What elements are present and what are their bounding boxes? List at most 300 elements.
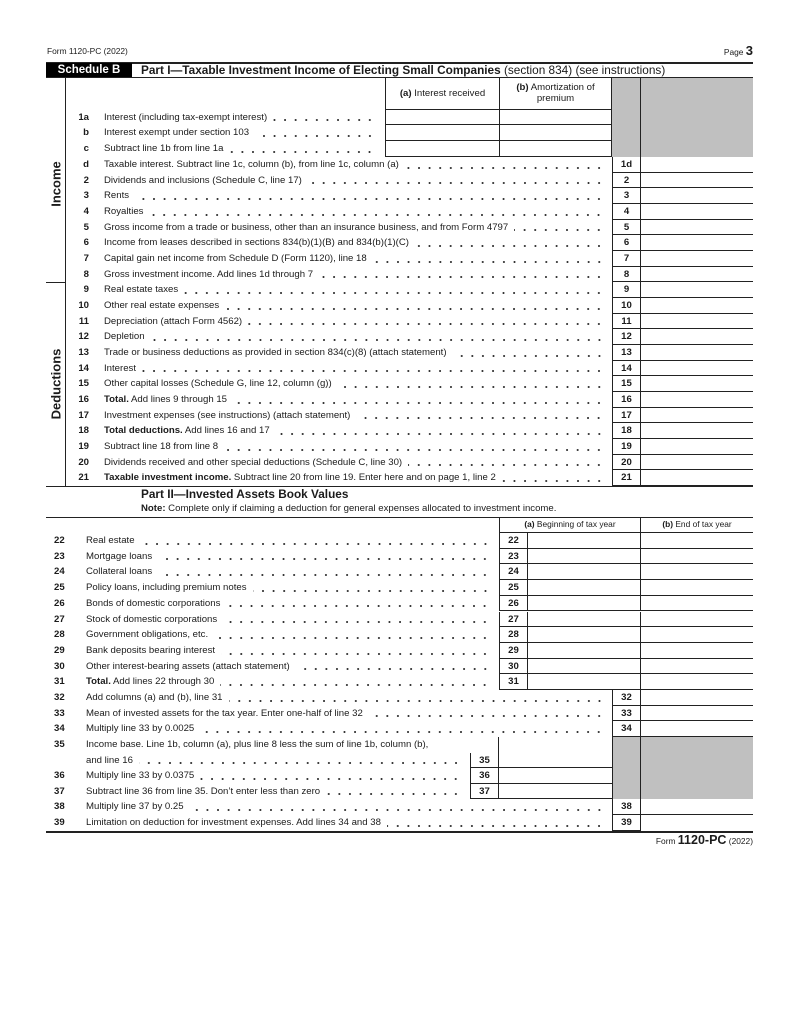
line-box-label: 22 [499, 533, 528, 549]
part2-note [141, 502, 556, 516]
line-box-label: 33 [612, 706, 640, 722]
line-20-amount-input[interactable] [641, 455, 753, 470]
line-box-label: 9 [612, 282, 640, 298]
line-12-amount-input[interactable] [641, 329, 753, 344]
line-text: Multiply line 37 by 0.25 [86, 801, 184, 813]
line-text: Interest (including tax-exempt interest) [104, 111, 268, 123]
line-description [104, 408, 601, 424]
line-18-row [47, 423, 753, 439]
line-39-amount-input[interactable] [641, 815, 753, 831]
line-box-label: 38 [612, 799, 640, 815]
line-number: 19 [78, 441, 89, 452]
line-11-amount-input[interactable] [641, 314, 753, 329]
line-18-amount-input[interactable] [641, 423, 753, 438]
line-box-label: 7 [612, 251, 640, 267]
line-box-label: 28 [499, 627, 528, 643]
amount-cell [640, 455, 753, 471]
line-text: Real estate taxes [104, 284, 179, 296]
line-1b-col-a-cell [385, 125, 499, 141]
line-27-beginning-input[interactable] [528, 612, 640, 627]
amount-cell [640, 690, 753, 706]
line-1c-amortization-input[interactable] [500, 141, 611, 156]
line-text: Other real estate expenses [104, 300, 220, 311]
footer-prefix: Form [655, 836, 678, 846]
line-19-row [47, 439, 753, 455]
line-28-end-input[interactable] [641, 627, 753, 642]
line-description [104, 267, 601, 283]
dot-leader [139, 753, 458, 769]
line-description [86, 784, 458, 800]
end-cell [640, 549, 753, 565]
dot-leader [220, 674, 487, 690]
line-32-row [47, 690, 753, 706]
line-39-row [47, 815, 753, 831]
line-number: 8 [83, 268, 89, 280]
line-description [104, 173, 601, 189]
line-12-row [47, 329, 753, 345]
end-cell [640, 596, 753, 612]
line-description [86, 753, 458, 769]
line-number: 39 [54, 817, 65, 829]
amount-cell [640, 157, 753, 173]
line-5-row [47, 220, 753, 236]
line-number: 17 [78, 409, 89, 421]
line-38-row [47, 799, 753, 815]
part2-col-b-header [640, 517, 753, 533]
line-description [86, 768, 458, 784]
line-25-end-input[interactable] [641, 580, 753, 595]
line-2-amount-input[interactable] [641, 173, 753, 188]
line-box-label: 25 [499, 580, 528, 596]
dot-leader [229, 690, 601, 706]
amount-cell [640, 361, 753, 377]
line-text: Gross investment income. Add lines 1d through 7 [104, 268, 314, 280]
col-b-letter: (b) [662, 519, 674, 529]
beginning-cell [528, 596, 640, 612]
line-description [86, 674, 487, 690]
line-text: Government obligations, etc. [86, 629, 209, 641]
line-description [104, 188, 601, 204]
form-identifier: Form 1120-PC (2022) [47, 46, 128, 56]
line-description [86, 627, 487, 643]
line-description [104, 157, 601, 173]
line-14-row [47, 361, 753, 377]
line-description [104, 110, 372, 126]
line-23-row [47, 549, 753, 565]
line-box-label: 35 [470, 753, 498, 769]
part1-title-suffix: (section 834) (see instructions) [500, 62, 666, 77]
line-text: Interest exempt under section 103 [104, 127, 250, 138]
line-1a-amortization-input[interactable] [500, 110, 611, 125]
amount-cell [498, 784, 612, 800]
line-number: 21 [78, 472, 89, 484]
line-box-label: 26 [499, 596, 528, 612]
line-9-row [47, 282, 753, 298]
line-description [104, 141, 372, 157]
line-13-amount-input[interactable] [641, 345, 753, 360]
end-cell [640, 580, 753, 596]
line-number: 4 [83, 206, 89, 217]
line-description [86, 533, 487, 549]
note-label: Note: [141, 503, 166, 514]
line-box-label: 19 [612, 439, 640, 455]
line-number: 22 [54, 535, 65, 546]
line-number: 13 [78, 347, 89, 358]
dot-leader [226, 596, 487, 612]
amount-cell [640, 298, 753, 314]
line-36-amount-input[interactable] [499, 768, 612, 783]
line-8-amount-input[interactable] [641, 267, 753, 282]
line-29-beginning-input[interactable] [528, 643, 640, 658]
beginning-cell [528, 580, 640, 596]
col-a-header [385, 78, 499, 110]
dot-leader [225, 298, 601, 314]
part2-title: Part II—Invested Assets Book Values [141, 487, 349, 501]
line-number: 31 [54, 676, 65, 688]
line-number: 29 [54, 644, 65, 656]
line-description [104, 439, 601, 455]
dot-leader [514, 220, 601, 236]
line-box-label: 12 [612, 329, 640, 345]
line-number: 34 [54, 723, 65, 735]
line-26-beginning-input[interactable] [528, 596, 640, 611]
beginning-cell [528, 643, 640, 659]
line-17-amount-input[interactable] [641, 408, 753, 423]
schedule-badge: Schedule B [46, 63, 132, 78]
line-number: 15 [78, 378, 89, 390]
line-box-label: 2 [612, 173, 640, 189]
line-text: Subtract line 36 from line 35. Don’t enter less than zero [86, 785, 321, 797]
line-11-row [47, 314, 753, 330]
line-25-beginning-input[interactable] [528, 580, 640, 595]
line-description [104, 329, 601, 345]
line-description [104, 204, 601, 220]
line-description [86, 643, 487, 659]
dot-leader [141, 533, 487, 549]
line-box-label: 1d [612, 157, 640, 173]
line-1a-interest-received-input[interactable] [386, 110, 499, 125]
line-number: 6 [83, 237, 89, 249]
line-22-end-input[interactable] [641, 533, 753, 548]
part2-col-a-header [499, 517, 640, 533]
footer-year: (2022) [726, 836, 753, 846]
line-number: 23 [54, 550, 65, 562]
line-32-amount-input[interactable] [641, 690, 753, 705]
line-box-label: 32 [612, 690, 640, 706]
line-text: Interest [104, 362, 136, 374]
beginning-cell [528, 564, 640, 580]
line-text: Trade or business deductions as provided in section 834(c)(8) (attach statement) [104, 347, 447, 358]
line-35-row [47, 737, 753, 768]
line-1a-col-a-cell [385, 110, 499, 126]
dot-leader [387, 815, 601, 831]
line-1c-row [47, 141, 753, 157]
amount-cell [640, 345, 753, 361]
line-box-label: 30 [499, 659, 528, 675]
col-a-letter: (a) [524, 519, 535, 529]
line-7-row [47, 251, 753, 267]
dot-leader [502, 470, 601, 486]
line-box-label: 4 [612, 204, 640, 220]
dot-leader [223, 612, 487, 628]
line-27-row [47, 612, 753, 628]
col-a-letter: (a) [399, 87, 412, 99]
line-text: Investment expenses (see instructions) (attach statement) [104, 409, 351, 421]
line-1d-amount-input[interactable] [641, 157, 753, 172]
line-number: 24 [54, 566, 65, 578]
line-description [86, 799, 601, 815]
deductions-section-label: Deductions [48, 348, 63, 420]
dot-leader [338, 376, 601, 392]
dot-leader [296, 659, 487, 675]
line-10-row [47, 298, 753, 314]
line-3-row [47, 188, 753, 204]
line-description [104, 345, 601, 361]
line-number: 28 [54, 629, 65, 641]
line-text: and line 16 [86, 754, 133, 766]
line-box-label: 13 [612, 345, 640, 361]
line-description [104, 455, 601, 471]
line-text: Mean of invested assets for the tax year. Enter one-half of line 32 [86, 707, 363, 719]
line-description [104, 125, 372, 141]
line-description [86, 596, 487, 612]
line-24-end-input[interactable] [641, 564, 753, 579]
line-33-row [47, 706, 753, 722]
line-description [86, 690, 601, 706]
line-description [86, 549, 487, 565]
dot-leader [151, 329, 601, 345]
line-description [86, 612, 487, 628]
end-cell [640, 564, 753, 580]
line-text: Policy loans, including premium notes [86, 582, 247, 594]
line-31-beginning-input[interactable] [528, 674, 640, 689]
amount-cell [640, 423, 753, 439]
line-20-row [47, 455, 753, 471]
line-26-end-input[interactable] [641, 596, 753, 611]
line-19-amount-input[interactable] [641, 439, 753, 454]
line-text: Gross income from a trade or business, other than an insurance business, and from Form 4797 [104, 221, 509, 233]
line-box-label: 16 [612, 392, 640, 408]
line-1b-row [47, 125, 753, 141]
line-30-row [47, 659, 753, 675]
line-text: Capital gain net income from Schedule D (Form 1120), line 18 [104, 253, 367, 264]
amount-cell [498, 768, 612, 784]
beginning-cell [528, 674, 640, 690]
line-number: 25 [54, 582, 65, 594]
line-29-end-input[interactable] [641, 643, 753, 658]
income-section-label: Income [48, 161, 63, 207]
line-text: Limitation on deduction for investment expenses. Add lines 34 and 38 [86, 817, 381, 829]
line-13-row [47, 345, 753, 361]
line-24-beginning-input[interactable] [528, 564, 640, 579]
line-text: Mortgage loans [86, 550, 153, 562]
line-6-amount-input[interactable] [641, 235, 753, 250]
dot-leader [149, 204, 601, 220]
line-34-amount-input[interactable] [641, 721, 753, 736]
amount-cell [640, 282, 753, 298]
line-3-amount-input[interactable] [641, 188, 753, 203]
amount-cell [640, 408, 753, 424]
line-number: c [83, 142, 89, 154]
line-1b-amortization-input[interactable] [500, 125, 611, 140]
line-number: 37 [54, 785, 65, 797]
line-description [104, 470, 601, 486]
line-1b-interest-received-input[interactable] [386, 125, 499, 140]
line-28-beginning-input[interactable] [528, 627, 640, 642]
line-text: Bank deposits bearing interest [86, 644, 216, 656]
amount-cell [640, 329, 753, 345]
dot-leader [253, 580, 487, 596]
line-22-beginning-input[interactable] [528, 533, 640, 548]
line-text: Taxable investment income. Subtract line 20 from line 19. Enter here and on page 1, line 2 [104, 472, 496, 484]
line-24-row [47, 564, 753, 580]
line-text: Depletion [104, 331, 145, 343]
amount-cell [640, 314, 753, 330]
page-label: Page [723, 47, 746, 57]
line-box-label: 20 [612, 455, 640, 471]
line-description [104, 298, 601, 314]
line-16-row [47, 392, 753, 408]
dot-leader [135, 188, 601, 204]
dot-leader [229, 141, 372, 157]
line-text: Subtract line 18 from line 8 [104, 441, 219, 452]
line-description [104, 314, 601, 330]
dot-leader [224, 439, 601, 455]
dot-leader [248, 314, 601, 330]
end-cell [640, 674, 753, 690]
line-35-amount-input[interactable] [499, 737, 612, 767]
line-number: 11 [78, 315, 89, 327]
amount-cell [640, 188, 753, 204]
line-number: 36 [54, 770, 65, 781]
line-box-label: 31 [499, 674, 528, 690]
line-box-label: 10 [612, 298, 640, 314]
line-37-row [47, 784, 753, 800]
line-1c-interest-received-input[interactable] [386, 141, 499, 156]
line-description [104, 251, 601, 267]
line-number: 9 [83, 284, 89, 296]
line-21-row [47, 470, 753, 486]
line-4-row [47, 204, 753, 220]
dot-leader [221, 643, 487, 659]
line-16-amount-input[interactable] [641, 392, 753, 407]
line-text: Royalties [104, 206, 144, 217]
line-box-label: 24 [499, 564, 528, 580]
line-number: 5 [83, 221, 89, 233]
line-5-amount-input[interactable] [641, 220, 753, 235]
part1-title [141, 63, 665, 78]
page-bottom-rule [46, 831, 753, 833]
line-33-amount-input[interactable] [641, 706, 753, 721]
line-27-end-input[interactable] [641, 612, 753, 627]
amount-cell [640, 235, 753, 251]
amount-cell [640, 706, 753, 722]
dot-leader [276, 423, 601, 439]
dot-leader [214, 627, 487, 643]
dot-leader [373, 251, 601, 267]
line-30-end-input[interactable] [641, 659, 753, 674]
amount-cell [640, 376, 753, 392]
footer-form-number: 1120-PC [677, 833, 727, 847]
amount-cell [640, 815, 753, 831]
line-34-row [47, 721, 753, 737]
beginning-cell [528, 627, 640, 643]
line-number: 32 [54, 692, 65, 703]
line-text: Subtract line 1b from line 1a [104, 142, 224, 154]
line-9-amount-input[interactable] [641, 282, 753, 297]
line-number: 7 [83, 253, 89, 264]
line-number: 10 [78, 300, 89, 311]
line-text-first: Income base. Line 1b, column (a), plus line 8 less the sum of line 1b, column (b), [86, 739, 429, 750]
line-23-beginning-input[interactable] [528, 549, 640, 564]
line-text: Total. Add lines 22 through 30 [86, 676, 215, 688]
line-8-row [47, 267, 753, 283]
amount-cell [640, 439, 753, 455]
line-7-amount-input[interactable] [641, 251, 753, 266]
dot-leader [356, 408, 601, 424]
line-15-amount-input[interactable] [641, 376, 753, 391]
amount-cell [640, 251, 753, 267]
line-number: 2 [83, 174, 89, 186]
line-description [86, 564, 487, 580]
line-23-end-input[interactable] [641, 549, 753, 564]
line-37-amount-input[interactable] [499, 784, 612, 799]
line-15-row [47, 376, 753, 392]
dot-leader [200, 721, 601, 737]
line-box-label: 21 [612, 470, 640, 486]
line-text: Depreciation (attach Form 4562) [104, 315, 243, 327]
dot-leader [184, 282, 601, 298]
line-38-amount-input[interactable] [641, 799, 753, 814]
dot-leader [190, 799, 601, 815]
line-text: Dividends and inclusions (Schedule C, line 17) [104, 174, 302, 186]
line-description [104, 376, 601, 392]
line-4-amount-input[interactable] [641, 204, 753, 219]
line-text: Multiply line 33 by 0.0025 [86, 723, 195, 735]
line-description [104, 392, 601, 408]
line-number: 20 [78, 456, 89, 468]
line-10-amount-input[interactable] [641, 298, 753, 313]
line-22-row [47, 533, 753, 549]
line-31-row [47, 674, 753, 690]
note-text: Complete only if claiming a deduction for general expenses allocated to investment income. [165, 503, 557, 514]
dot-leader [453, 345, 601, 361]
line-21-amount-input[interactable] [641, 470, 753, 485]
line-31-end-input[interactable] [641, 674, 753, 689]
col-b-label: Amortization of premium [528, 82, 595, 104]
line-description [104, 220, 601, 236]
dot-leader [319, 267, 601, 283]
dot-leader [255, 125, 372, 141]
line-30-beginning-input[interactable] [528, 659, 640, 674]
line-36-row [47, 768, 753, 784]
line-description [86, 721, 601, 737]
line-text: Real estate [86, 535, 135, 546]
amount-cell [640, 173, 753, 189]
end-cell [640, 612, 753, 628]
amount-cell [640, 220, 753, 236]
line-box-label: 37 [470, 784, 498, 800]
line-14-amount-input[interactable] [641, 361, 753, 376]
col-b-label: End of tax year [673, 519, 732, 529]
dot-leader [415, 235, 601, 251]
line-number: 3 [83, 190, 89, 202]
line-description [104, 282, 601, 298]
beginning-cell [528, 533, 640, 549]
line-number: 14 [78, 362, 89, 374]
line-number: 27 [54, 613, 65, 625]
amount-cell [640, 721, 753, 737]
